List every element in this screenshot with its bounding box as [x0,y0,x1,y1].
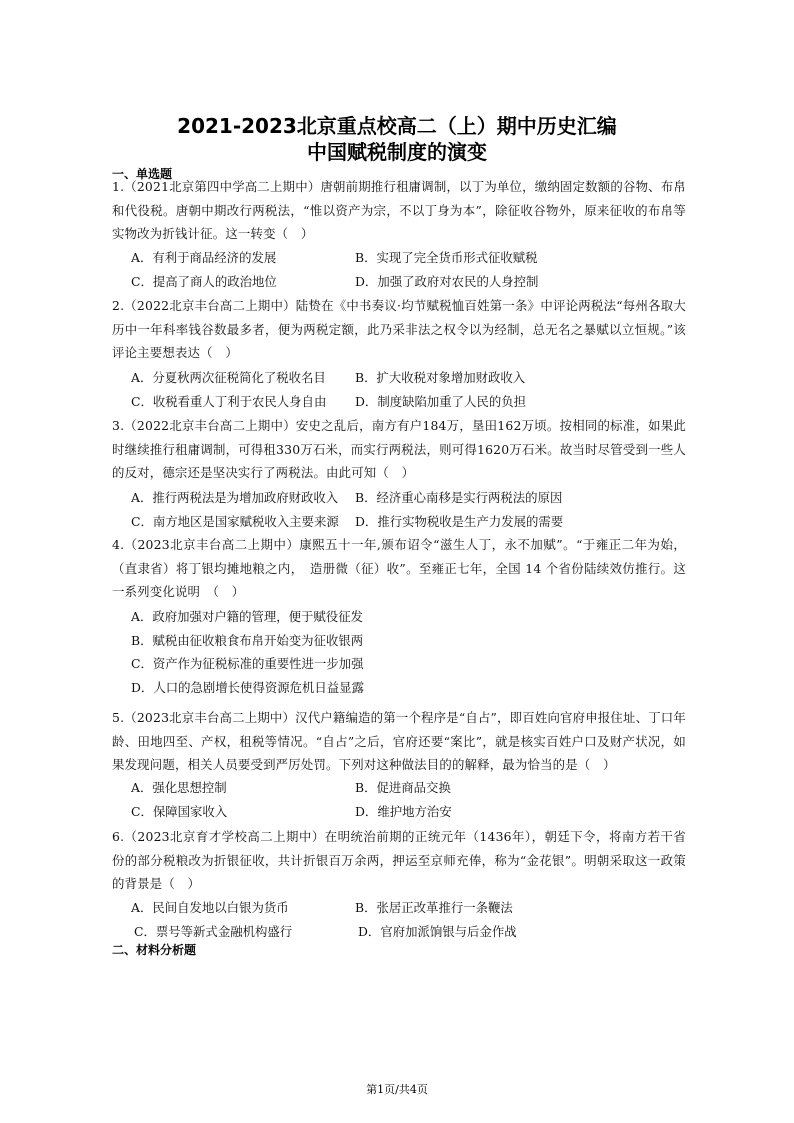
question-2-stem: 2.（2022北京丰台高二上期中）陆贽在《中书奏议·均节赋税恤百姓第一条》中评论两税法“每州各取大历中一年科率钱谷数最多者，便为两税定额，此乃采非法之权令以为经制，总无名之暴赋以立恒规。”该评论主要想表达（ ） [112,298,686,360]
option-row [131,510,691,534]
option-d: D．人口的急剧增长使得资源危机日益显露 [131,679,364,695]
option-d: D．制度缺陷加重了人民的负担 [355,393,527,409]
option-row [131,366,691,390]
option-row [131,920,691,944]
question-2-options [131,366,691,413]
option-c: C．票号等新式金融机构盛行 [134,923,293,939]
option-row [131,486,691,510]
document-subtitle: 中国赋税制度的演变 [307,140,487,164]
option-b: B．扩大收税对象增加财政收入 [355,370,526,385]
option-row [131,676,691,700]
option-d: D．维护地方治安 [355,803,452,819]
question-4-stem: 4.（2023北京丰台高二上期中）康熙五十一年,颁布诏令“滋生人丁，永不加赋”。“于雍正二年为始，（直隶省）将丁银均摊地粮之内， 造册微（征）收”。至雍正七年，全国 14 个省份陆续效仿推行。这一系列变化说明 （ ） [112,537,686,599]
question-3-options [131,486,691,533]
option-d: D．加强了政府对农民的人身控制 [355,273,539,289]
option-b: B．张居正改革推行一条鞭法 [355,900,513,915]
option-b: B．赋税由征收粮食布帛开始变为征收银两 [131,632,364,648]
option-d: D．官府加派饷银与后金作战 [358,923,517,939]
question-3-stem: 3.（2022北京丰台高二上期中）安史之乱后，南方有户184万，垦田162万顷。按相同的标准，如果此时继续推行租庸调制，可得租330万石米，而实行两税法，则可得1620万石米。故当时尽管受到一些人的反对，德宗还是坚决实行了两税法。由此可知（ ） [112,418,686,480]
option-a: A．民间自发地以白银为货币 [131,900,289,915]
option-row [131,629,691,653]
option-b: B．促进商品交换 [355,780,451,795]
option-row [131,800,691,824]
option-a: A．政府加强对户籍的管理，便于赋役征发 [131,609,363,624]
option-a: A．推行两税法是为增加政府财政收入 [131,490,339,505]
question-1-stem: 1.（2021北京第四中学高二上期中）唐朝前期推行租庸调制，以丁为单位，缴纳固定数额的谷物、布帛和代役税。唐朝中期改行两税法，“惟以资产为宗，不以丁身为本”，除征收谷物外，原来征收的布帛等实物改为折钱计征。这一转变（ ） [112,179,686,241]
option-row [131,896,691,920]
option-row [131,652,691,676]
option-row [131,390,691,414]
option-c: C．提高了商人的政治地位 [131,273,277,289]
option-b: B．实现了完全货币形式征收赋税 [355,250,538,265]
option-c: C．资产作为征税标准的重要性进一步加强 [131,656,364,671]
option-row [131,776,691,800]
question-5-stem: 5.（2023北京丰台高二上期中）汉代户籍编造的第一个程序是“自占”，即百姓向官府申报住址、丁口年龄、田地四至、产权，租税等情况。“自占”之后，官府还要“案比”，就是核实百姓户口及财产状况，如果发现问题，相关人员要受到严厉处罚。下列对这种做法目的的解释，最为恰当的是（ ） [112,710,686,772]
option-c: C．保障国家收入 [131,803,228,819]
page-number: 第1页/共4页 [366,1083,428,1096]
option-row [131,270,691,294]
option-a: A．分夏秋两次征税简化了税收名目 [131,370,326,385]
option-row [131,246,691,270]
option-row [131,605,691,629]
option-a: A．有利于商品经济的发展 [131,250,277,265]
question-1-options [131,246,691,293]
option-a: A．强化思想控制 [131,780,227,795]
option-d: D．推行实物税收是生产力发展的需要 [355,513,564,529]
option-c: C．南方地区是国家赋税收入主要来源 [131,513,339,529]
document-title: 2021-2023北京重点校高二（上）期中历史汇编 [177,114,617,138]
question-6-stem: 6.（2023北京育才学校高二上期中）在明统治前期的正统元年（1436年），朝廷下令，将南方若干省份的部分税粮改为折银征收，共计折银百万余两，押运至京师充俸，称为“金花银”。明朝采取这一政策的背景是（ ） [112,829,686,891]
question-4-options [131,605,691,699]
section-heading-material-analysis: 二、材料分析题 [112,943,197,957]
option-b: B．经济重心南移是实行两税法的原因 [355,490,563,505]
option-c: C．收税看重人丁利于农民人身自由 [131,393,327,409]
question-6-options [131,896,691,943]
question-5-options [131,776,691,823]
section-heading-single-choice: 一、单选题 [112,167,173,181]
